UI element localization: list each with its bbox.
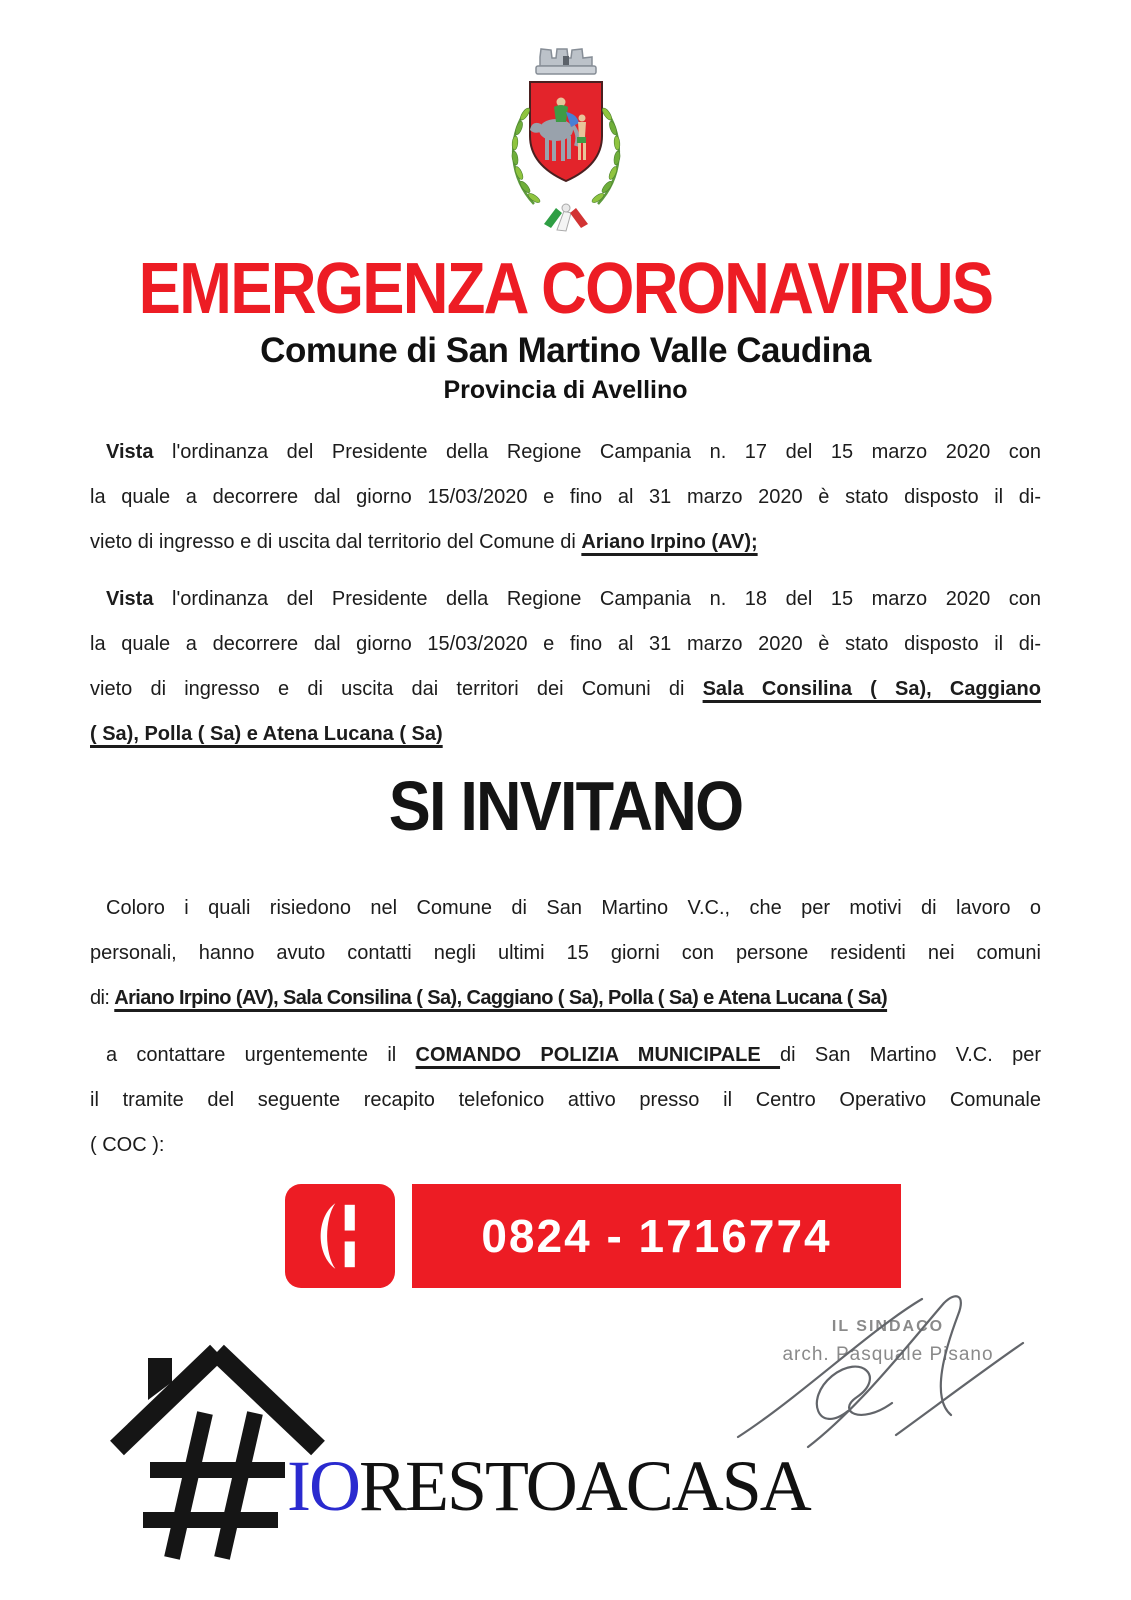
campaign-io: IO bbox=[287, 1446, 359, 1526]
roof-right-slope bbox=[217, 1352, 318, 1448]
mural-crown-icon bbox=[536, 49, 596, 74]
paragraph-line: il tramite del seguente recapito telefonico attivo presso il Centro Operativo Comunale bbox=[90, 1089, 1041, 1111]
campaign-hashtag-text bbox=[287, 1446, 810, 1526]
paragraph-line: Coloro i quali risiedono nel Comune di San Martino V.C., che per motivi di lavoro o bbox=[106, 897, 1041, 919]
paragraph-line: la quale a decorrere dal giorno 15/03/2020 e fino al 31 marzo 2020 è stato disposto il di- bbox=[90, 633, 1041, 655]
campaign-resto: RESTOACASA bbox=[358, 1446, 810, 1526]
coat-of-arms-icon bbox=[496, 36, 636, 248]
paragraph bbox=[90, 886, 1041, 1021]
paragraph-line: Vista l'ordinanza del Presidente della Regione Campania n. 17 del 15 marzo 2020 con bbox=[106, 441, 1041, 463]
paragraph-line: di: Ariano Irpino (AV), Sala Consilina ( Sa), Caggiano ( Sa), Polla ( Sa) e Atena Lucana ( Sa) bbox=[90, 987, 888, 1009]
paragraph-line: Vista l'ordinanza del Presidente della Regione Campania n. 18 del 15 marzo 2020 con bbox=[106, 588, 1041, 610]
signature-name: arch. Pasquale Pisano bbox=[782, 1344, 994, 1365]
paragraph-line: a contattare urgentemente il COMANDO POLIZIA MUNICIPALE di San Martino V.C. per bbox=[106, 1044, 1041, 1066]
phone-icon-box bbox=[285, 1184, 395, 1288]
coat-of-arms bbox=[0, 36, 1131, 253]
signature-role: IL SINDACO bbox=[831, 1318, 945, 1335]
paragraph-line: la quale a decorrere dal giorno 15/03/2020 e fino al 31 marzo 2020 è stato disposto il di- bbox=[90, 486, 1041, 508]
municipality-name: Comune di San Martino Valle Caudina bbox=[260, 331, 871, 370]
paragraph-line: ( Sa), Polla ( Sa) e Atena Lucana ( Sa) bbox=[90, 723, 443, 745]
paragraph-line: ( COC ): bbox=[90, 1134, 165, 1156]
phone-number: 0824 - 1716774 bbox=[481, 1210, 832, 1262]
paragraph-line: vieto di ingresso e di uscita dai territori dei Comuni di Sala Consilina ( Sa), Caggiano bbox=[90, 678, 1041, 700]
phone-number-box bbox=[412, 1184, 901, 1288]
paragraph-line: personali, hanno avuto contatti negli ultimi 15 giorni con persone residenti nei comuni bbox=[90, 942, 1041, 964]
paragraph bbox=[90, 430, 1041, 565]
paragraph bbox=[90, 577, 1041, 757]
hashtag-symbol bbox=[143, 1413, 285, 1558]
page-title: EMERGENZA CORONAVIRUS bbox=[138, 249, 993, 329]
paragraph bbox=[90, 1033, 1041, 1168]
phone-banner bbox=[285, 1184, 901, 1288]
signature-scrawl-icon bbox=[720, 1285, 1030, 1455]
paragraph-line: vieto di ingresso e di uscita dal territorio del Comune di Ariano Irpino (AV); bbox=[90, 531, 758, 553]
ordinances-paragraphs bbox=[90, 430, 1041, 769]
tricolor-ribbon-icon bbox=[544, 204, 588, 231]
invitation-heading: SI INVITANO bbox=[388, 767, 743, 845]
province-name: Provincia di Avellino bbox=[443, 376, 688, 404]
phone-receiver-icon bbox=[301, 1194, 379, 1278]
instructions-paragraphs bbox=[90, 886, 1041, 1180]
